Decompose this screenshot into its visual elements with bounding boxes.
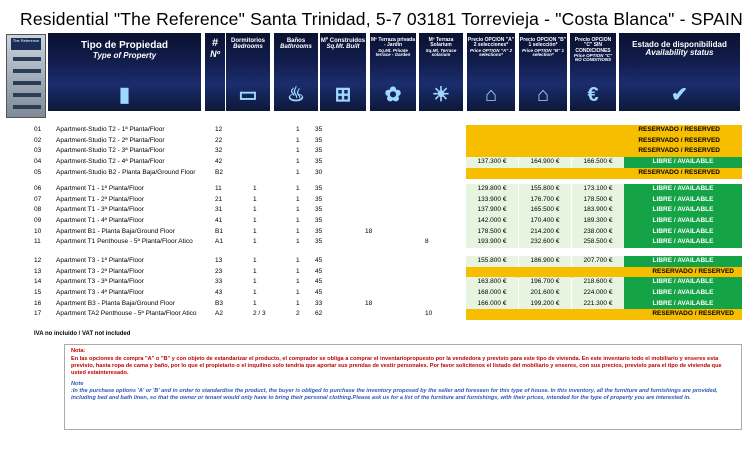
row-description: Apartment-Studio T2 - 1ª Planta/Floor [56, 126, 165, 133]
row-bedrooms: 1 [253, 300, 257, 307]
row-sqm-built: 35 [315, 206, 323, 213]
column-header-title: Mº Construidos [320, 38, 366, 44]
row-description: Apartment T1 Penthouse - 5ª Planta/Floor Atico [56, 238, 193, 245]
row-sqm-built: 45 [315, 268, 323, 275]
page-title: Residential "The Reference" Santa Trinidad, 5-7 03181 Torrevieja - "Costa Blanca" - SPAIN [20, 9, 743, 29]
row-price-c: 218.600 € [572, 277, 624, 288]
row-unit-number: 11 [215, 185, 222, 192]
table-row [0, 168, 756, 179]
table-row [0, 288, 756, 299]
row-bedrooms: 2 / 3 [253, 310, 266, 317]
row-price-b: 186.900 € [519, 256, 571, 267]
row-bedrooms: 1 [253, 206, 257, 213]
row-bedrooms: 1 [253, 257, 257, 264]
row-bedrooms: 1 [253, 228, 257, 235]
column-header-icon: ✿ [384, 84, 402, 106]
row-price-a: 137.300 € [466, 157, 518, 168]
row-number: 04 [34, 158, 42, 165]
row-price-b: 232.600 € [519, 237, 571, 248]
row-price-b: 196.700 € [519, 277, 571, 288]
row-price-c: 207.700 € [572, 256, 624, 267]
column-header-subtitle: Availability status [645, 48, 714, 58]
column-header-title: Precio OPCION "B" 1 selección* [519, 37, 567, 49]
table-row [0, 184, 756, 195]
row-sqm-built: 35 [315, 196, 323, 203]
column-header-subtitle: Price OPTION "B" 1 selection* [521, 47, 565, 58]
table-row [0, 216, 756, 227]
note-en-title: Note [71, 381, 84, 387]
status-badge: LIBRE / AVAILABLE [624, 184, 742, 195]
row-bedrooms: 1 [253, 289, 257, 296]
row-sqm-solarium: 10 [425, 310, 433, 317]
row-price-b: 164.900 € [519, 157, 571, 168]
column-header-title: Baños [286, 38, 306, 44]
status-badge: RESERVADO / RESERVED [466, 125, 742, 136]
status-badge: RESERVADO / RESERVED [466, 267, 742, 278]
status-badge: RESERVADO / RESERVED [466, 168, 742, 179]
row-price-a: 155.800 € [466, 256, 518, 267]
row-bedrooms: 1 [253, 268, 257, 275]
building-window [13, 69, 41, 73]
column-header-title: Precio OPCION "A" 2 selecciones* [467, 37, 515, 49]
row-bedrooms: 1 [253, 196, 257, 203]
row-unit-number: 41 [215, 217, 223, 224]
row-unit-number: A2 [215, 310, 223, 317]
row-unit-number: 32 [215, 147, 223, 154]
row-description: Apartment T1 - 1ª Planta/Floor [56, 185, 144, 192]
row-price-b: 214.200 € [519, 227, 571, 238]
row-price-b: 165.500 € [519, 205, 571, 216]
row-number: 14 [34, 278, 42, 285]
row-unit-number: B1 [215, 228, 223, 235]
row-price-c: 221.300 € [572, 299, 624, 310]
row-bathrooms: 1 [296, 126, 300, 133]
row-number: 15 [34, 289, 42, 296]
table-row [0, 227, 756, 238]
row-number: 13 [34, 268, 42, 275]
row-bedrooms: 1 [253, 238, 257, 245]
row-bathrooms: 1 [296, 238, 300, 245]
row-sqm-built: 35 [315, 126, 323, 133]
column-header-icon: ⊞ [334, 84, 352, 106]
row-bedrooms: 1 [253, 185, 257, 192]
row-price-c: 173.100 € [572, 184, 624, 195]
row-unit-number: 21 [215, 196, 223, 203]
column-header [619, 33, 742, 111]
row-number: 02 [34, 137, 42, 144]
row-unit-number: 22 [215, 137, 223, 144]
row-sqm-built: 45 [315, 278, 323, 285]
column-header-subtitle: Sq.Mt. Private terrace - Garden [375, 47, 411, 58]
status-badge: LIBRE / AVAILABLE [624, 157, 742, 168]
row-bathrooms: 2 [296, 310, 300, 317]
row-price-a: 168.000 € [466, 288, 518, 299]
row-sqm-built: 45 [315, 257, 323, 264]
row-price-c: 166.500 € [572, 157, 624, 168]
row-number: 11 [34, 238, 41, 245]
status-badge: LIBRE / AVAILABLE [624, 277, 742, 288]
row-sqm-built: 35 [315, 238, 323, 245]
table-row [0, 136, 756, 147]
column-header-icon: ♨ [287, 84, 305, 106]
column-header-title: Mº Terraza Solarium [428, 37, 454, 49]
row-number: 05 [34, 169, 42, 176]
status-badge: LIBRE / AVAILABLE [624, 227, 742, 238]
row-bathrooms: 1 [296, 137, 300, 144]
building-label: The Reference [11, 38, 41, 50]
row-price-c: 183.900 € [572, 205, 624, 216]
row-sqm-built: 35 [315, 147, 323, 154]
row-sqm-terrace: 18 [365, 300, 373, 307]
row-description: Apartment T1 - 4ª Planta/Floor [56, 217, 144, 224]
row-bathrooms: 1 [296, 257, 300, 264]
status-badge: LIBRE / AVAILABLE [624, 216, 742, 227]
row-description: Apartment-Studio T2 - 3ª Planta/Floor [56, 147, 165, 154]
column-header-title: Precio OPCION "C" SIN CONDICIONES [574, 37, 612, 54]
column-header [370, 33, 418, 111]
table-row [0, 277, 756, 288]
table-row [0, 299, 756, 310]
row-price-b: 170.400 € [519, 216, 571, 227]
table-row [0, 146, 756, 157]
table-row [0, 237, 756, 248]
row-bathrooms: 1 [296, 147, 300, 154]
row-sqm-terrace: 18 [365, 228, 373, 235]
row-number: 03 [34, 147, 42, 154]
status-badge: LIBRE / AVAILABLE [624, 299, 742, 310]
status-badge: LIBRE / AVAILABLE [624, 205, 742, 216]
row-price-a: 193.900 € [466, 237, 518, 248]
row-number: 06 [34, 185, 42, 192]
row-unit-number: 42 [215, 158, 223, 165]
column-header-subtitle: Type of Property [92, 50, 157, 60]
column-header [419, 33, 465, 111]
row-sqm-built: 35 [315, 228, 323, 235]
row-price-c: 189.300 € [572, 216, 624, 227]
row-bathrooms: 1 [296, 196, 300, 203]
row-sqm-built: 62 [315, 310, 323, 317]
column-header-icon: ⌂ [484, 84, 498, 106]
column-header-icon: € [587, 84, 599, 106]
note-es-title: Nota: [71, 348, 86, 354]
row-sqm-built: 30 [315, 169, 323, 176]
status-badge: LIBRE / AVAILABLE [624, 195, 742, 206]
row-price-a: 142.000 € [466, 216, 518, 227]
row-description: Apartment B3 - Planta Baja/Ground Floor [56, 300, 175, 307]
row-number: 12 [34, 257, 42, 264]
note-en-text: :In the purchase options 'A' or 'B' and in order to standardise the product, the buyer is obliged to purchase the inventory proposed by the seller and foreseen for this type of house. In this inventory, all the furniture and furnishings are provided, including bed and bath linen, so that the owner or tenant would only have to bring their personal clothing.Please ask us for a list of the furniture and furnishings, with their prices, intended for the type of property you are interested in. [71, 388, 718, 401]
row-bathrooms: 1 [296, 268, 300, 275]
row-bedrooms: 1 [253, 217, 257, 224]
row-bathrooms: 1 [296, 158, 300, 165]
row-number: 01 [34, 126, 42, 133]
column-header-subtitle: Bathrooms [280, 44, 312, 51]
row-price-b: 201.600 € [519, 288, 571, 299]
row-price-c: 238.000 € [572, 227, 624, 238]
table-row [0, 157, 756, 168]
row-sqm-built: 35 [315, 158, 323, 165]
row-sqm-solarium: 8 [425, 238, 429, 245]
row-bedrooms: 1 [253, 278, 257, 285]
status-badge: LIBRE / AVAILABLE [624, 256, 742, 267]
row-description: Apartment T1 - 3ª Planta/Floor [56, 206, 144, 213]
row-number: 07 [34, 196, 42, 203]
column-header-title: Dormitorios [230, 38, 265, 44]
table-row [0, 256, 756, 267]
row-bathrooms: 1 [296, 169, 300, 176]
row-sqm-built: 45 [315, 289, 323, 296]
row-number: 08 [34, 206, 42, 213]
row-price-b: 155.800 € [519, 184, 571, 195]
table-row [0, 267, 756, 278]
column-header-icon: ☀ [432, 84, 450, 106]
column-header [205, 33, 227, 111]
row-bathrooms: 1 [296, 289, 300, 296]
building-window [13, 105, 41, 109]
row-bathrooms: 1 [296, 206, 300, 213]
row-sqm-built: 33 [315, 300, 323, 307]
column-header [274, 33, 320, 111]
column-header-icon: ▭ [238, 84, 258, 106]
column-header-title: Mº Terraza privada - Jardín [371, 37, 415, 49]
status-badge: RESERVADO / RESERVED [466, 136, 742, 147]
row-price-c: 178.500 € [572, 195, 624, 206]
note-es-text: En las opciones de compra "A" o "B" y con objeto de estandarizar el producto, el comprador se obliga a comprar el inventariopropuesto por la vendedora y previsto para este tipo de vivienda. En este inventario todo el mobiliario y enseres esta previsto, hasta ropa de cama y baño, por lo que el propietario o el inquilino solo tendria que aportar sus prendas de vestir personales. Por favor solicitenos el listado del mobiliario y enseres, con sus precios, previsto para el tipo de vivienda que usted estainteresado. [71, 356, 722, 376]
status-badge: LIBRE / AVAILABLE [624, 237, 742, 248]
row-number: 10 [34, 228, 42, 235]
row-description: Apartment B1 - Planta Baja/Ground Floor [56, 228, 175, 235]
row-unit-number: 33 [215, 278, 223, 285]
row-description: Apartment-Studio T2 - 2ª Planta/Floor [56, 137, 165, 144]
building-image [6, 34, 46, 118]
column-header-icon: ▮ [118, 84, 131, 106]
row-number: 09 [34, 217, 42, 224]
row-unit-number: B3 [215, 300, 223, 307]
column-header [570, 33, 618, 111]
row-bathrooms: 1 [296, 278, 300, 285]
table-row [0, 125, 756, 136]
column-header-title: Estado de disponibilidad [632, 40, 727, 49]
column-header-icon: ✔ [671, 84, 688, 106]
row-description: Apartment-Studio B2 - Planta Baja/Ground Floor [56, 169, 196, 176]
row-price-a: 166.000 € [466, 299, 518, 310]
status-badge: RESERVADO / RESERVED [466, 309, 742, 320]
row-description: Apartment T3 - 2ª Planta/Floor [56, 268, 144, 275]
row-sqm-built: 35 [315, 137, 323, 144]
row-unit-number: 12 [215, 126, 223, 133]
column-header [519, 33, 569, 111]
row-price-c: 224.000 € [572, 288, 624, 299]
status-badge: RESERVADO / RESERVED [466, 146, 742, 157]
column-header-icon: ⌂ [536, 84, 550, 106]
row-bathrooms: 1 [296, 185, 300, 192]
row-price-a: 129.800 € [466, 184, 518, 195]
table-row [0, 195, 756, 206]
building-window [13, 93, 41, 97]
row-number: 16 [34, 300, 42, 307]
row-price-a: 137.900 € [466, 205, 518, 216]
column-header [226, 33, 272, 111]
row-price-b: 176.700 € [519, 195, 571, 206]
column-header-title: # [211, 37, 219, 49]
row-description: Apartment T1 - 2ª Planta/Floor [56, 196, 144, 203]
status-badge: LIBRE / AVAILABLE [624, 288, 742, 299]
row-sqm-built: 35 [315, 217, 323, 224]
column-header [48, 33, 203, 111]
column-header-subtitle: Bedrooms [233, 44, 263, 51]
column-header-subtitle: Price OPTION "A" 2 selections* [469, 47, 513, 58]
column-header-subtitle: Sq.Mt. Built [326, 44, 360, 51]
table-row [0, 205, 756, 216]
row-number: 17 [34, 310, 42, 317]
row-price-a: 133.900 € [466, 195, 518, 206]
column-header [467, 33, 517, 111]
column-header-subtitle: Sq.Mt. Terrace solarium [425, 47, 457, 58]
row-bathrooms: 1 [296, 217, 300, 224]
vat-notice: IVA no incluido / VAT not included [34, 331, 131, 337]
column-header-subtitle: Nº [210, 48, 220, 59]
row-description: Apartment TA2 Penthouse - 5ª Planta/Floor Atico [56, 310, 197, 317]
column-header [320, 33, 368, 111]
row-unit-number: 31 [215, 206, 223, 213]
column-header-title: Tipo de Propiedad [80, 40, 169, 51]
row-price-a: 178.500 € [466, 227, 518, 238]
row-bathrooms: 1 [296, 300, 300, 307]
row-description: Apartment-Studio T2 - 4ª Planta/Floor [56, 158, 165, 165]
row-unit-number: 43 [215, 289, 223, 296]
row-description: Apartment T3 - 1ª Planta/Floor [56, 257, 144, 264]
row-price-a: 163.800 € [466, 277, 518, 288]
row-bathrooms: 1 [296, 228, 300, 235]
row-price-b: 199.200 € [519, 299, 571, 310]
row-unit-number: B2 [215, 169, 223, 176]
row-description: Apartment T3 - 3ª Planta/Floor [56, 278, 144, 285]
row-description: Apartment T3 - 4ª Planta/Floor [56, 289, 144, 296]
row-sqm-built: 35 [315, 185, 323, 192]
building-window [13, 57, 41, 61]
row-price-c: 258.500 € [572, 237, 624, 248]
building-window [13, 81, 41, 85]
column-header-subtitle: Price OPTION "C" NO CONDITIONS [573, 52, 613, 63]
note-box [64, 344, 742, 430]
table-row [0, 309, 756, 320]
row-unit-number: 13 [215, 257, 223, 264]
row-unit-number: A1 [215, 238, 223, 245]
row-unit-number: 23 [215, 268, 223, 275]
